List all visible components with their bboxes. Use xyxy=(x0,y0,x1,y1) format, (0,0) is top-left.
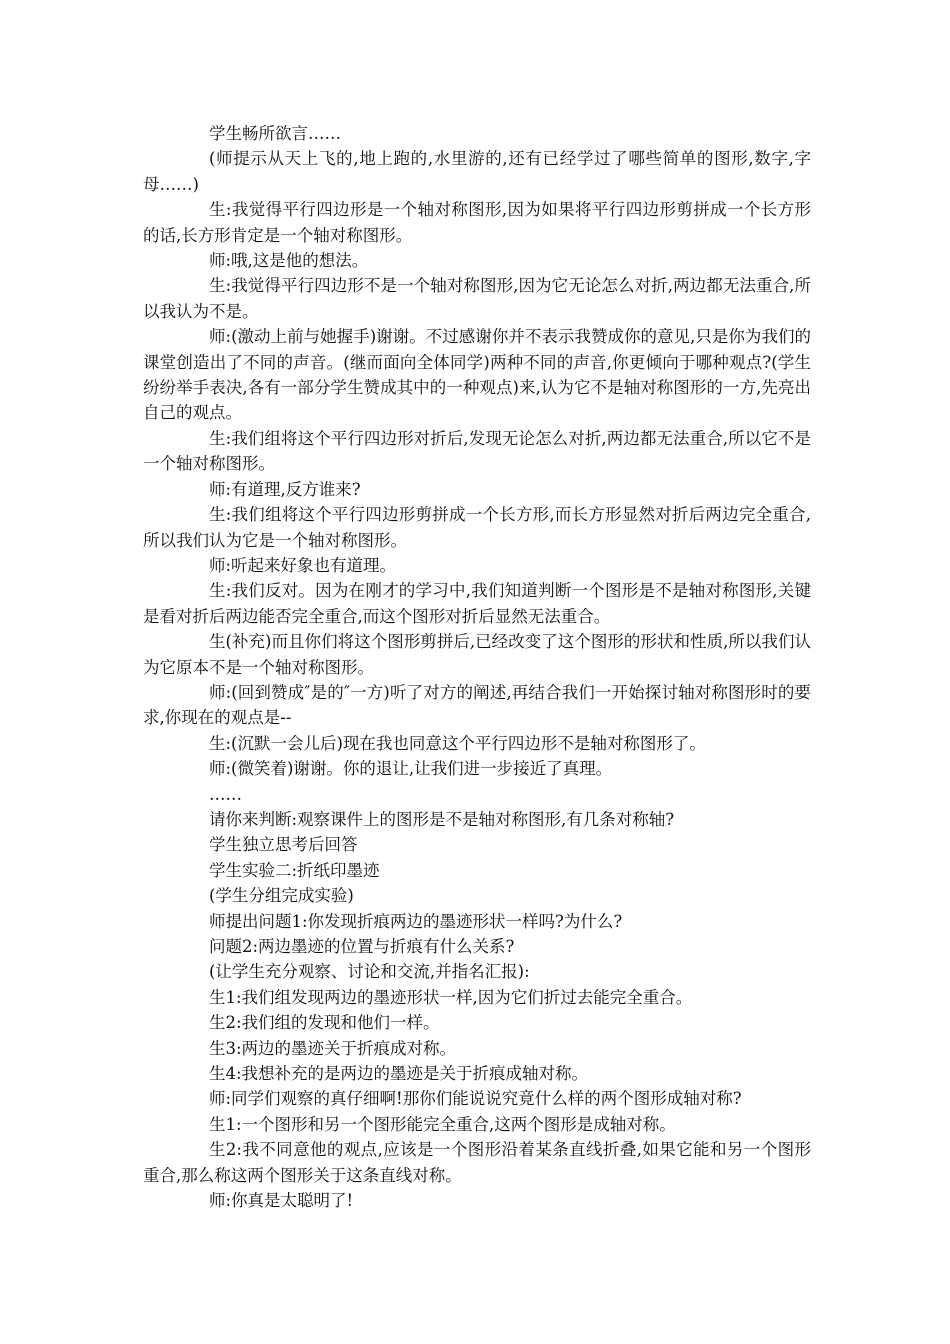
paragraph: 问题2:两边墨迹的位置与折痕有什么关系? xyxy=(209,937,515,956)
paragraph: 生:我觉得平行四边形不是一个轴对称图形,因为它无论怎么对折,两边都无法重合,所以我认为不是。 xyxy=(143,276,811,321)
document-body xyxy=(143,121,811,1213)
paragraph: …… xyxy=(209,784,242,804)
paragraph: 生:(沉默一会儿后)现在我也同意这个平行四边形不是轴对称图形了。 xyxy=(209,733,706,753)
paragraph: 师:有道理,反方谁来? xyxy=(209,479,361,499)
paragraph: 生:我们反对。因为在刚才的学习中,我们知道判断一个图形是不是轴对称图形,关键是看对折后两边能否完全重合,而这个图形对折后显然无法重合。 xyxy=(143,581,811,626)
paragraph: 师:(微笑着)谢谢。你的退让,让我们进一步接近了真理。 xyxy=(209,759,613,779)
paragraph: 生:我们组将这个平行四边形对折后,发现无论怎么对折,两边都无法重合,所以它不是一个轴对称图形。 xyxy=(143,428,811,474)
paragraph: 师:你真是太聪明了! xyxy=(209,1191,354,1211)
paragraph: 生2:我不同意他的观点,应该是一个图形沿着某条直线折叠,如果它能和另一个图形重合,那么称这两个图形关于这条直线对称。 xyxy=(143,1140,811,1185)
paragraph: 师:(激动上前与她握手)谢谢。不过感谢你并不表示我赞成你的意见,只是你为我们的课堂创造出了不同的声音。(继而面向全体同学)两种不同的声音,你更倾向于哪种观点?(学生纷纷举手表决,各有一部分学生赞成其中的一种观点)来,认为它不是轴对称图形的一方,先亮出自己的观点。 xyxy=(143,327,811,423)
paragraph: 学生畅所欲言…… xyxy=(209,124,341,143)
paragraph: 生1:我们组发现两边的墨迹形状一样,因为它们折过去能完全重合。 xyxy=(209,987,693,1007)
paragraph: 生:我觉得平行四边形是一个轴对称图形,因为如果将平行四边形剪拼成一个长方形的话,长方形肯定是一个轴对称图形。 xyxy=(143,200,811,245)
paragraph: 师:哦,这是他的想法。 xyxy=(209,251,369,271)
paragraph: 师提出问题1:你发现折痕两边的墨迹形状一样吗?为什么? xyxy=(209,911,623,931)
paragraph: 学生独立思考后回答 xyxy=(209,835,358,855)
paragraph: 师:(回到赞成″是的″一方)听了对方的阐述,再结合我们一开始探讨轴对称图形时的要求,你现在的观点是-- xyxy=(143,682,811,728)
paragraph: 学生实验二:折纸印墨迹 xyxy=(209,860,380,880)
paragraph: 生2:我们组的发现和他们一样。 xyxy=(209,1013,440,1033)
paragraph: (让学生充分观察、讨论和交流,并指名汇报): xyxy=(209,962,530,982)
paragraph: 请你来判断:观察课件上的图形是不是轴对称图形,有几条对称轴? xyxy=(209,809,675,829)
paragraph: 生4:我想补充的是两边的墨迹是关于折痕成轴对称。 xyxy=(209,1064,589,1084)
paragraph: 生:我们组将这个平行四边形剪拼成一个长方形,而长方形显然对折后两边完全重合,所以我们认为它是一个轴对称图形。 xyxy=(143,505,811,550)
paragraph: (学生分组完成实验) xyxy=(209,886,354,906)
paragraph: 生1:一个图形和另一个图形能完全重合,这两个图形是成轴对称。 xyxy=(209,1114,676,1134)
paragraph: (师提示从天上飞的,地上跑的,水里游的,还有已经学过了哪些简单的图形,数字,字母……) xyxy=(143,149,811,194)
paragraph: 师:同学们观察的真仔细啊!那你们能说说究竟什么样的两个图形成轴对称? xyxy=(209,1089,742,1109)
paragraph: 师:听起来好象也有道理。 xyxy=(209,555,397,575)
paragraph: 生(补充)而且你们将这个图形剪拼后,已经改变了这个图形的形状和性质,所以我们认为它原本不是一个轴对称图形。 xyxy=(143,632,811,677)
paragraph: 生3:两边的墨迹关于折痕成对称。 xyxy=(209,1038,457,1058)
